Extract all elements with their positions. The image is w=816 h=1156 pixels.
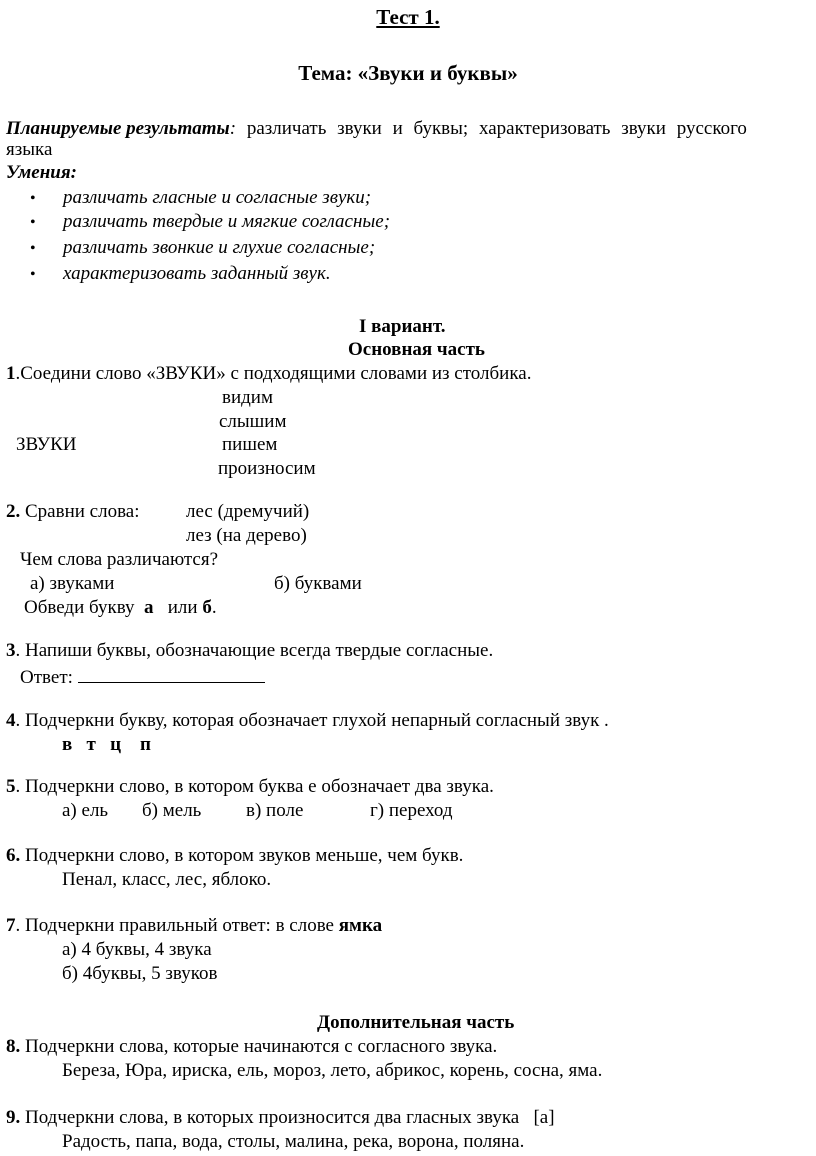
q2-instruction-text: Обведи букву bbox=[24, 597, 135, 618]
q4-letters: в т ц п bbox=[62, 734, 151, 755]
q1-option: произносим bbox=[218, 458, 316, 479]
skill-item: характеризовать заданный звук. bbox=[63, 263, 331, 284]
question-4 bbox=[6, 710, 609, 732]
q7-option-b: б) 4буквы, 5 звуков bbox=[62, 963, 218, 984]
question-2 bbox=[6, 501, 140, 523]
question-number: 6. bbox=[6, 845, 21, 866]
q5-option: б) мель bbox=[142, 800, 202, 821]
bullet-icon: • bbox=[30, 190, 36, 207]
q2-word-2: лез (на дерево) bbox=[186, 525, 307, 546]
question-number: 1 bbox=[6, 363, 16, 384]
question-text: . Подчеркни слово, в котором буква е обозначает два звука. bbox=[15, 776, 494, 797]
question-9 bbox=[6, 1107, 555, 1129]
skill-item: различать гласные и согласные звуки; bbox=[63, 187, 372, 208]
bullet-icon: • bbox=[30, 240, 36, 257]
question-number: 7 bbox=[6, 915, 16, 936]
question-text: . Подчеркни правильный ответ: в слове bbox=[15, 915, 339, 936]
question-text: Подчеркни слово, в котором звуков меньше, чем букв. bbox=[20, 845, 464, 866]
planned-results-text: различать звуки и буквы; характеризовать звуки русского bbox=[236, 118, 747, 139]
q2-option-b: б) буквами bbox=[274, 573, 362, 594]
question-text: . Подчеркни букву, которая обозначает глухой непарный согласный звук . bbox=[15, 710, 609, 731]
q8-words: Береза, Юра, ириска, ель, мороз, лето, абрикос, корень, сосна, яма. bbox=[62, 1060, 603, 1081]
question-text: Подчеркни слова, в которых произносится два гласных звука [а] bbox=[20, 1107, 555, 1128]
bullet-icon: • bbox=[30, 266, 36, 283]
question-text: Сравни слова: bbox=[20, 501, 140, 522]
q2-word-1: лес (дремучий) bbox=[186, 501, 310, 522]
q1-option: пишем bbox=[222, 434, 278, 455]
question-7 bbox=[6, 915, 382, 937]
question-number: 2. bbox=[6, 501, 21, 522]
planned-results-label: Планируемые результаты bbox=[6, 118, 230, 139]
q5-option: в) поле bbox=[246, 800, 304, 821]
q2-period: . bbox=[211, 597, 217, 618]
q2-instruction bbox=[24, 597, 217, 619]
answer-line[interactable] bbox=[78, 664, 265, 683]
q7-word: ямка bbox=[338, 915, 383, 936]
q3-answer-label: Ответ: bbox=[20, 667, 73, 688]
q3-answer bbox=[20, 664, 265, 689]
main-part-heading: Основная часть bbox=[348, 339, 485, 360]
question-number: 3 bbox=[6, 640, 16, 661]
q5-option: а) ель bbox=[62, 800, 109, 821]
question-5 bbox=[6, 776, 494, 798]
q1-option: слышим bbox=[219, 411, 287, 432]
q2-question: Чем слова различаются? bbox=[20, 549, 219, 570]
q2-letter-b: б bbox=[202, 597, 212, 618]
question-number: 9. bbox=[6, 1107, 21, 1128]
question-number: 8. bbox=[6, 1036, 21, 1057]
question-number: 4 bbox=[6, 710, 16, 731]
q1-left-word: ЗВУКИ bbox=[16, 434, 77, 455]
planned-results-text-cont: языка bbox=[6, 139, 53, 160]
variant-heading: I вариант. bbox=[359, 316, 446, 337]
question-8 bbox=[6, 1036, 497, 1058]
skill-item: различать твердые и мягкие согласные; bbox=[63, 211, 391, 232]
planned-results-colon: : bbox=[229, 118, 237, 139]
q9-words: Радость, папа, вода, столы, малина, река, ворона, поляна. bbox=[62, 1131, 525, 1152]
test-title: Тест 1. bbox=[376, 5, 440, 29]
skills-label: Умения: bbox=[6, 162, 77, 183]
topic-heading: Тема: «Звуки и буквы» bbox=[298, 61, 518, 85]
q6-words: Пенал, класс, лес, яблоко. bbox=[62, 869, 272, 890]
planned-results bbox=[6, 118, 812, 140]
question-text: Подчеркни слова, которые начинаются с согласного звука. bbox=[20, 1036, 498, 1057]
question-3 bbox=[6, 640, 493, 662]
q2-or: или bbox=[167, 597, 198, 618]
question-text: .Соедини слово «ЗВУКИ» с подходящими словами из столбика. bbox=[15, 363, 532, 384]
bullet-icon: • bbox=[30, 214, 36, 231]
question-1 bbox=[6, 363, 531, 385]
extra-part-heading: Дополнительная часть bbox=[317, 1012, 515, 1033]
question-text: . Напиши буквы, обозначающие всегда твердые согласные. bbox=[15, 640, 494, 661]
q7-option-a: а) 4 буквы, 4 звука bbox=[62, 939, 212, 960]
skill-item: различать звонкие и глухие согласные; bbox=[63, 237, 376, 258]
q2-option-a: а) звуками bbox=[30, 573, 115, 594]
question-6 bbox=[6, 845, 463, 867]
q5-option: г) переход bbox=[370, 800, 453, 821]
question-number: 5 bbox=[6, 776, 16, 797]
q1-option: видим bbox=[222, 387, 273, 408]
q2-letter-a: а bbox=[144, 597, 154, 618]
